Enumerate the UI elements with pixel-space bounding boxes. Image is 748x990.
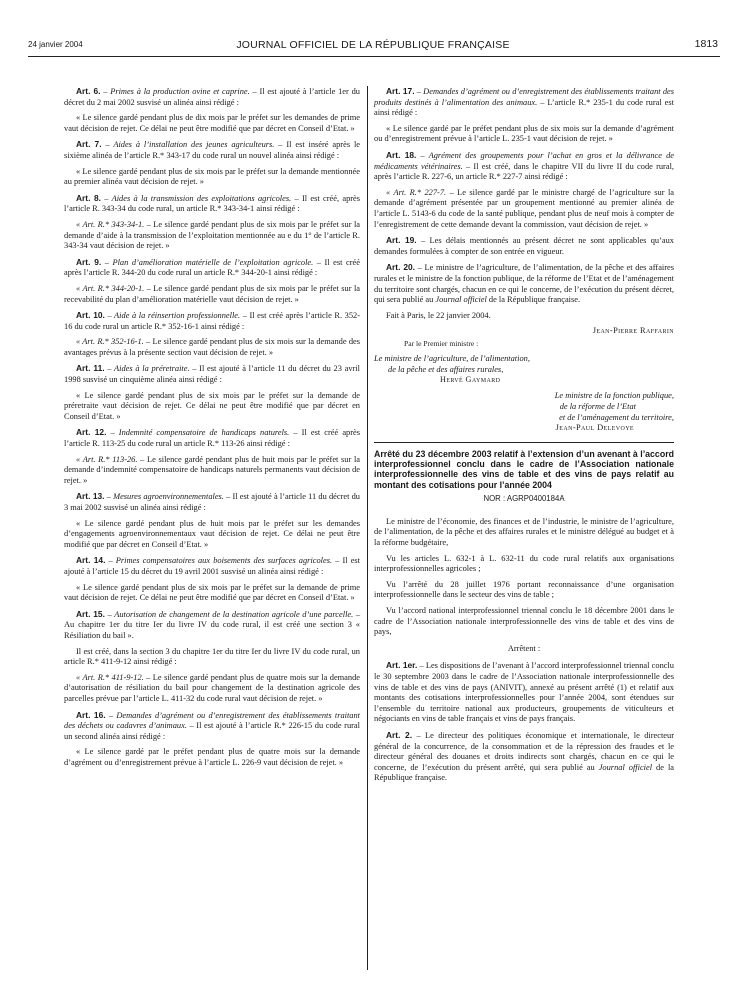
header-date: 24 janvier 2004 [28,40,83,49]
column-divider [367,86,368,970]
article-14: Art. 14. – Primes compensatoires aux boisements des surfaces agricoles. – Il est ajouté à l’article 15 du décret du 19 avril 2001 susvisé un alinéa ainsi rédigé : [64,555,360,576]
article-8: Art. 8. – Aides à la transmission des exploitations agricoles. – Il est créé, après l’article R. 343-34 du code rural, un article R.* 343-34-1 ainsi rédigé : [64,192,361,214]
article-12: Art. 12. – Indemnité compensatoire de handicaps naturels. – Il est créé après l’article R. 113-25 du code rural un article R.* 113-26 ainsi rédigé : [64,427,360,449]
article-10-quote: « Art. R.* 352-16-1. – Le silence gardé pendant plus de six mois sur la demande des avantages prévus à la présente section vaut décision de rejet. » [64,337,361,357]
minister-agriculture-line-1: Le ministre de l’agriculture, de l’alimentation, [374,354,530,364]
decree-preamble: Le ministre de l’économie, des finances et de l’industrie, le ministre de l’agriculture, de l’alimentation, de la pêche et des affaires rurales et le ministre délégué au budget et à la réforme budgétaire, [374,516,674,548]
article-13: Art. 13. – Mesures agroenvironnementales. – Il est ajouté à l’article 11 du décret du 3 mai 2002 susvisé un alinéa ainsi rédigé : [64,491,360,512]
fait-a-paris: Fait à Paris, le 22 janvier 2004. [386,310,491,320]
article-11-quote: « Le silence gardé pendant plus de six mois par le préfet sur la demande de préretraite vaut décision de rejet. Ce délai ne peut être modifié que par décret en Conseil d’Etat. » [64,390,360,421]
article-13-quote: « Le silence gardé pendant plus de huit mois par le préfet sur les demandes d’engagements agroenvironnementaux vaut décision de rejet. Ce délai ne peut être modifié que par décret en Conseil d’Etat. » [64,518,360,549]
minister-agriculture-line-2: de la pêche et des affaires rurales, [388,365,504,375]
header-rule [28,56,720,57]
par-le-premier-ministre: Par le Premier ministre : [404,338,479,348]
nor-reference: NOR : AGRP0400184A [483,494,565,504]
page-header [28,38,718,54]
article-6: Art. 6. – Primes à la production ovine et caprine. – Il est ajouté à l’article 1er du décret du 2 mai 2002 susvisé un alinéa ainsi rédigé : [64,86,360,107]
signature-prime-minister: Jean-Pierre Raffarin [592,326,674,336]
decree-vu-2: Vu l’arrêté du 28 juillet 1976 portant reconnaissance d’une organisation interprofessionnelle dans le secteur des vins de table ; [374,579,674,600]
article-20: Art. 20. – Le ministre de l’agriculture, de l’alimentation, de la pêche et des affaires rurales et le ministre de la fonction publique, de la réforme de l’Etat et de l’aménagement du territoire sont chargés, chacun en ce qui le concerne, de l’exécution du présent décret, qui sera publié au Journal officiel de la République française. [374,262,674,305]
article-19: Art. 19. – Les délais mentionnés au présent décret ne sont applicables qu’aux demandes formulées à compter de son entrée en vigueur. [374,235,674,256]
minister-fonction-publique-line-2: de la réforme de l’Etat [559,402,636,412]
arretent: Arrêtent : [507,643,541,653]
article-6-quote: « Le silence gardé pendant plus de dix mois par le préfet sur les demandes de prime vaut décision de rejet. Ce délai ne peut être modifié que par décret en Conseil d’Etat. » [64,113,360,133]
decree-vu-1: Vu les articles L. 632-1 à L. 632-11 du code rural relatifs aux organisations interprofessionnelles agricoles ; [374,553,674,574]
article-7: Art. 7. – Aides à l’installation des jeunes agriculteurs. – Il est inséré après le sixième alinéa de l’article R.* 343-17 du code rural un nouvel alinéa ainsi rédigé : [64,139,361,160]
decree-article-1: Art. 1er. – Les dispositions de l’avenant à l’accord interprofessionnel triennal conclu le 30 septembre 2003 dans le cadre de l’Association nationale interprofessionnelle des vins de table et des vins de pays (ANIVIT), annexé au présent arrêté (1) et relatif aux montants des cotisations interprofessionnelles pour l’année 2004, sont étendues sur l’ensemble du territoire national aux producteurs, groupements de viticulteurs et négociants en vins de table français et vins de pays français. [374,660,674,724]
article-14-quote: « Le silence gardé pendant plus de six mois par le préfet sur la demande de prime vaut décision de rejet. Ce délai ne peut être modifié que par décret en Conseil d’Etat. » [64,582,360,603]
section-divider [374,442,674,443]
minister-fonction-publique-line-3: et de l’aménagement du territoire, [559,413,674,423]
article-9-quote: « Art. R.* 344-20-1. – Le silence gardé pendant plus de six mois par le préfet sur la recevabilité du plan d’amélioration matérielle vaut décision de rejet. » [64,283,360,304]
article-11: Art. 11. – Aides à la préretraite. – Il est ajouté à l’article 11 du décret du 23 avril 1998 susvisé un cinquième alinéa ainsi rédigé : [64,363,360,385]
header-page-number: 1813 [694,38,718,50]
article-15-quote: « Art. R.* 411-9-12. – Le silence gardé pendant plus de quatre mois sur la demande d’autorisation de résiliation du bail pour changement de la destination agricole des parcelles prévue par l’article L. 411-32 du code rural vaut décision de rejet. » [64,672,360,703]
signature-minister-agriculture: Hervé Gaymard [440,375,501,385]
article-15: Art. 15. – Autorisation de changement de la destination agricole d’une parcelle. – Au chapitre 1er du titre Ier du livre IV du code rural, il est créé une section 3 « Résiliation du bail ». [64,608,361,640]
left-column [64,86,360,773]
article-12-quote: « Art. R.* 113-26. – Le silence gardé pendant plus de huit mois par le préfet sur la demande d’indemnité compensatoire de handicaps naturels permanents vaut décision de rejet. » [64,454,360,485]
article-7-quote: « Le silence gardé pendant plus de six mois par le préfet sur la demande mentionnée au premier alinéa vaut décision de rejet. » [64,166,360,187]
minister-fonction-publique-line-1: Le ministre de la fonction publique, [554,391,674,401]
article-10: Art. 10. – Aide à la réinsertion professionnelle. – Il est créé après l’article R. 352-16 du code rural un article R.* 352-16-1 ainsi rédigé : [64,310,360,331]
article-16: Art. 16. – Demandes d’agrément ou d’enregistrement des établissements traitant des déchets ou cadavres d’animaux. – Il est ajouté à l’article R.* 226-15 du code rural un second alinéa ainsi rédigé : [64,709,360,741]
article-9: Art. 9. – Plan d’amélioration matérielle de l’exploitation agricole. – Il est créé après l’article R. 344-20 du code rural un article R.* 344-20-1 ainsi rédigé : [64,256,360,278]
article-17: Art. 17. – Demandes d’agrément ou d’enregistrement des établissements traitant des produits destinés à l’alimentation des animaux. – L’article R.* 235-1 du code rural est ainsi rédigé : [374,86,674,118]
article-18: Art. 18. – Agrément des groupements pour l’achat en gros et la délivrance de médicaments vétérinaires. – Il est créé, dans le chapitre VII du livre II du code rural, après l’article R. 227-6, un article R.* 227-7 ainsi rédigé : [374,149,674,182]
header-journal-title: JOURNAL OFFICIEL DE LA RÉPUBLIQUE FRANÇAISE [236,39,510,51]
article-18-quote: « Art. R.* 227-7. – Le silence gardé par le ministre chargé de l’agriculture sur la demande d’agrément présentée par un groupement mentionné au premier alinéa de l’article L. 5143-6 du code de la santé publique, pendant plus de neuf mois à compter de l’enregistrement de cette demande devant la commission, vaut décision de rejet. » [374,187,674,229]
article-17-quote: « Le silence gardé par le préfet pendant plus de six mois sur la demande d’agrément ou d’enregistrement prévue à l’article L. 235-1 vaut décision de rejet. » [374,123,674,144]
decree-article-2: Art. 2. – Le directeur des politiques économique et internationale, le directeur général de la concurrence, de la consommation et de la répression des fraudes et le directeur général des douanes et droits indirects sont chargés, chacun en ce qui le concerne, de l’exécution du présent arrêté, qui sera publié au Journal officiel de la République française. [374,729,675,783]
article-15-paragraph-2: Il est créé, dans la section 3 du chapitre 1er du titre Ier du livre IV du code rural, un article R.* 411-9-12 ainsi rédigé : [64,646,360,667]
decree-title: Arrêté du 23 décembre 2003 relatif à l’extension d’un avenant à l’accord interprofessionnel conclu dans le cadre de l’Association nationale interprofessionnelle des vins de table et des vins de pays relatif au montant des cotisations pour l’année 2004 [374,448,674,490]
right-column [374,86,674,789]
article-16-quote: « Le silence gardé par le préfet pendant plus de quatre mois sur la demande d’agrément ou d’enregistrement prévue à l’article L. 226-9 vaut décision de rejet. » [64,747,360,767]
signature-minister-fonction-publique: Jean-Paul Delevoye [555,423,634,433]
article-8-quote: « Art. R.* 343-34-1. – Le silence gardé pendant plus de six mois par le préfet sur la demande d’aide à la transmission de l’exploitation mentionnée au e du 1° de l’article R. 343-34 vaut décision de rejet. » [64,219,360,251]
decree-vu-3: Vu l’accord national interprofessionnel triennal conclu le 18 décembre 2001 dans le cadre de l’Association nationale interprofessionnelle des vins de table et des vins de pays, [374,606,674,637]
